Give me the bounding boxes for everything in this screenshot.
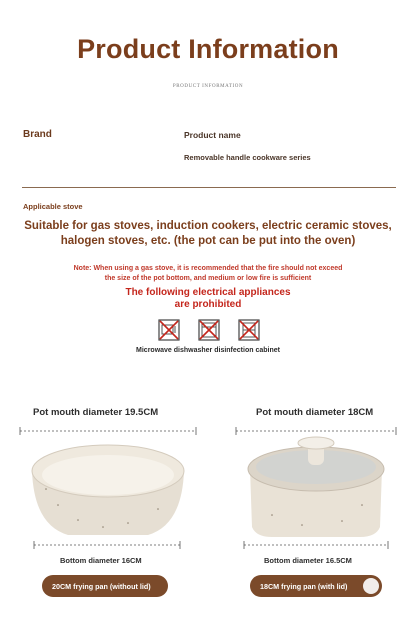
pill-end-decoration (363, 578, 379, 594)
pan2-image (232, 425, 400, 550)
page-subtitle: PRODUCT INFORMATION (172, 84, 244, 89)
dishwasher-prohibited-icon (198, 319, 220, 341)
note-line-1: Note: When using a gas stove, it is recommended that the fire should not exceed (73, 265, 343, 272)
pan1-label-pill (42, 575, 168, 597)
pan1-mouth-diameter: Pot mouth diameter 19.5CM (33, 407, 159, 418)
stove-text-line-2: halogen stoves, etc. (the pot can be put into the oven) (60, 234, 356, 247)
prohibited-icons (158, 319, 260, 343)
section-divider (22, 187, 396, 188)
prohibited-heading (0, 287, 416, 310)
page-title: Product Information (77, 34, 339, 64)
disinfection-cabinet-prohibited-icon (238, 319, 260, 341)
product-name-value: Removable handle cookware series (184, 153, 311, 162)
note-line-2: the size of the pot bottom, and medium or low fire is sufficient (104, 274, 312, 282)
prohibited-appliances-text: Microwave dishwasher disinfection cabinet (136, 347, 280, 354)
pan2-label: 18CM frying pan (with lid) (260, 581, 348, 591)
pan1-label: 20CM frying pan (without lid) (52, 581, 151, 591)
gas-stove-note (20, 264, 396, 283)
pan2-bottom-diameter: Bottom diameter 16.5CM (264, 556, 352, 565)
pan1-image (18, 425, 198, 550)
applicable-stove-label: Applicable stove (23, 202, 83, 211)
prohibited-line-2: are prohibited (174, 298, 242, 310)
prohibited-line-1: The following electrical appliances (125, 287, 291, 298)
applicable-stove-text (10, 219, 406, 248)
pan2-mouth-diameter: Pot mouth diameter 18CM (256, 407, 374, 418)
stove-text-line-1: Suitable for gas stoves, induction cookers, electric ceramic stoves, (24, 220, 392, 232)
brand-label: Brand (23, 129, 52, 140)
pan2-label-pill (250, 575, 382, 597)
microwave-prohibited-icon (158, 319, 180, 341)
product-name-label: Product name (184, 130, 241, 140)
pan1-bottom-diameter: Bottom diameter 16CM (60, 556, 142, 565)
